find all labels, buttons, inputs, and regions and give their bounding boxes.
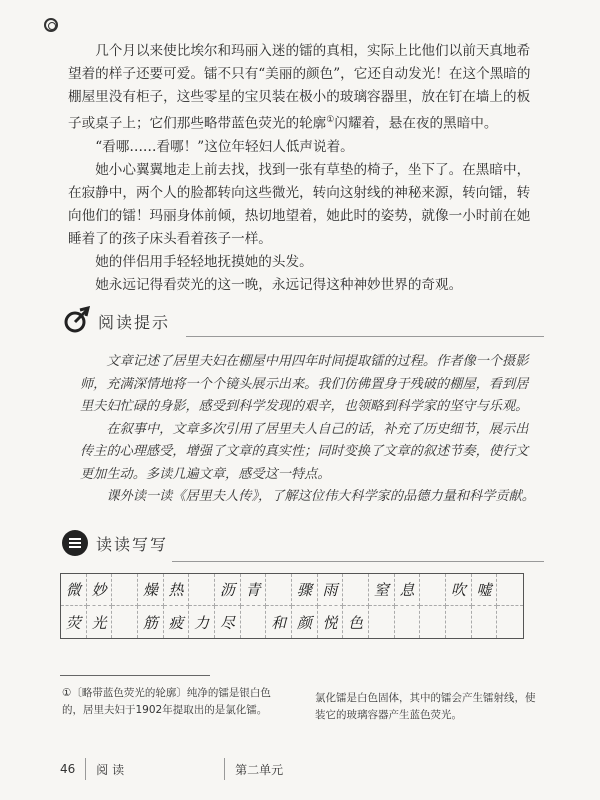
corner-mascot-icon [44,18,58,32]
grid-cell [446,606,472,638]
divider [186,336,544,337]
grid-cell [189,574,215,606]
paragraph-text: 几个月以来使比埃尔和玛丽入迷的镭的真相，实际上比他们以前天真地希望着的样子还要可爱。镭不只有“美丽的颜色”，它还自动发光！在这个黑暗的棚屋里没有柜子，这些零星的宝贝装在极小的玻璃容器里，放在钉在墙上的板子或桌子上；它们那些略带蓝色荧光的轮廓 [68,43,531,132]
paragraph: 她的伴侣用手轻轻地抚摸她的头发。 [95,253,313,270]
footer-separator [85,758,86,780]
reading-tips-header [62,306,170,336]
grid-cell: 燥 [138,574,164,606]
grid-cell [472,606,498,638]
grid-cell [395,606,421,638]
grid-cell [112,574,138,606]
paragraph: 她永远记得看荧光的这一晚，永远记得这种神妙世界的奇观。 [95,276,463,293]
grid-cell [497,606,523,638]
grid-cell: 嘘 [472,574,498,606]
footer-separator [224,758,225,780]
paragraph-text: 闪耀着，悬在夜的黑暗中。 [334,115,498,132]
grid-cell [343,574,369,606]
grid-cell: 疲 [164,606,190,638]
grid-cell: 妙 [87,574,113,606]
grid-cell [241,606,267,638]
footnote-marker[interactable]: ① [326,115,335,125]
footer-section: 阅 读 [96,762,125,777]
practice-title: 读读写写 [96,534,169,554]
grid-cell: 青 [241,574,267,606]
divider [172,561,544,562]
grid-cell: 筋 [138,606,164,638]
grid-cell: 色 [343,606,369,638]
reading-tips-title: 阅读提示 [98,312,171,332]
reading-tips-icon [62,306,92,336]
grid-cell: 热 [164,574,190,606]
grid-cell [420,574,446,606]
grid-cell: 颜 [292,606,318,638]
grid-cell: 尽 [215,606,241,638]
grid-cell: 息 [395,574,421,606]
paragraph: 她小心翼翼地走上前去找，找到一张有草垫的椅子，坐下了。在黑暗中，在寂静中，两个人的脸都转向这些微光，转向这射线的神秘来源，转向镭，转向他们的镭！玛丽身体前倾，热切地望着，她此时的姿势，就像一小时前在她睡着了的孩子床头看着孩子一样。 [68,161,531,247]
paragraph: “看哪……看哪！”这位年轻妇人低声说着。 [95,138,354,155]
grid-cell [369,606,395,638]
grid-cell: 沥 [215,574,241,606]
reading-tips-text [80,350,538,508]
tips-paragraph: 文章记述了居里夫妇在棚屋中用四年时间提取镭的过程。作者像一个摄影师，充满深情地将一个个镜头展示出来。我们仿佛置身于残破的棚屋，看到居里夫妇忙碌的身影，感受到科学发现的艰辛，也领略到科学家的坚守与乐观。 [80,353,529,413]
grid-cell: 窒 [369,574,395,606]
grid-cell: 荧 [61,606,87,638]
list-icon [62,530,88,556]
tips-paragraph: 课外读一读《居里夫人传》，了解这位伟大科学家的品德力量和科学贡献。 [106,488,535,503]
grid-cell: 吹 [446,574,472,606]
tips-paragraph: 在叙事中，文章多次引用了居里夫人自己的话，补充了历史细节，展示出传主的心理感受，增强了文章的真实性；同时变换了文章的叙述节奏，使行文更加生动。多读几遍文章，感受这一特点。 [80,420,529,481]
page-footer [60,758,283,780]
grid-cell: 骤 [292,574,318,606]
practice-header [62,530,168,556]
footer-unit: 第二单元 [235,762,284,777]
vocabulary-grid [60,573,524,639]
grid-cell: 光 [87,606,113,638]
grid-cell [420,606,446,638]
grid-cell: 和 [266,606,292,638]
page-number: 46 [60,762,76,776]
footnote-left: ①〔略带蓝色荧光的轮廓〕纯净的镭是银白色的，居里夫妇于1902年提取出的是氯化镭。 [62,687,271,716]
grid-cell: 雨 [318,574,344,606]
grid-cell [497,574,523,606]
grid-cell: 微 [61,574,87,606]
footnote-divider [60,675,210,676]
paragraph [68,40,542,136]
grid-cell [266,574,292,606]
footnote-right: 氯化镭是白色固体，其中的镭会产生镭射线，使装它的玻璃容器产生蓝色荧光。 [315,692,536,721]
grid-cell [112,606,138,638]
grid-cell: 力 [189,606,215,638]
main-text [68,40,542,297]
grid-cell: 悦 [318,606,344,638]
